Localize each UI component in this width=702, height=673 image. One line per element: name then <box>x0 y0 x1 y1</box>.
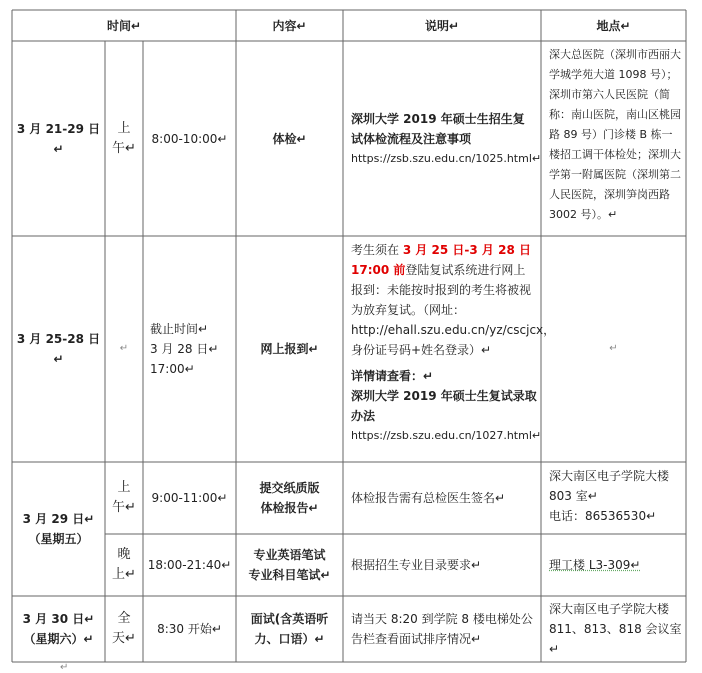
row2-description <box>351 240 556 460</box>
header-time: 时间↵ <box>106 18 142 33</box>
row1-content: 体检↵ <box>272 131 307 146</box>
row3b-place: 理工楼 L3-309↵ <box>549 558 641 572</box>
row1-desc-url[interactable]: https://zsb.szu.edu.cn/1025.html↵ <box>351 152 542 165</box>
row3a-description: 体检报告需有总检医生签名↵ <box>351 491 506 505</box>
row2-content: 网上报到↵ <box>260 342 319 356</box>
header-content: 内容↵ <box>272 18 307 33</box>
row1-period: 上 午↵ <box>112 120 136 156</box>
row2-period: ↵ <box>119 343 129 354</box>
row1-time: 8:00-10:00↵ <box>151 131 228 146</box>
row2-date: 3 月 25-28 日↵ <box>16 332 101 366</box>
row3b-period: 晚 上↵ <box>112 547 136 582</box>
row3b-time: 18:00-21:40↵ <box>147 558 232 572</box>
row4-content: 面试(含英语听 力、口语）↵ <box>250 612 329 646</box>
row3a-content: 提交纸质版 体检报告↵ <box>259 481 320 515</box>
row4-description: 请当天 8:20 到学院 8 楼电梯处公告栏查看面试排序情况↵ <box>351 612 533 646</box>
row3a-period: 上 午↵ <box>112 480 136 515</box>
row3b-content: 专业英语笔试 专业科目笔试↵ <box>248 548 331 582</box>
row2-desc-notice: 考生须在 3 月 25 日-3 月 28 日 17:00 前登陆复试系统进行网上报到：未能按时报到的考生将被视为放弃复试。（网址：http://ehall.szu.edu.cn/yz/cscjcx，身份证号码+姓名登录）↵ <box>351 243 556 357</box>
header-description: 说明↵ <box>424 18 460 33</box>
row2-desc-more: 详情请查看：↵ <box>351 369 434 383</box>
row1-date: 3 月 21-29 日↵ <box>16 121 101 156</box>
row2-place: ↵ <box>609 343 618 354</box>
row1-place: 深大总医院（深圳市西丽大学城学苑大道 1098 号）；深圳市第六人民医院（简称：南山医院，南山区桃园路 89 号）门诊楼 B 栋一楼招工调干体检处；深圳大学第一附属医院（深圳第二人民医院，深圳笋岗西路3002 号）。↵ <box>549 48 681 221</box>
row3a-place: 深大南区电子学院大楼 803 室↵ 电话：86536530↵ <box>549 469 670 523</box>
row4-period: 全 天↵ <box>112 611 136 646</box>
header-place: 地点↵ <box>596 18 631 33</box>
row2-desc-title: 深圳大学 2019 年硕士生复试录取办法 <box>351 389 537 423</box>
paragraph-mark: ↵ <box>60 662 69 673</box>
row3b-description: 根据招生专业目录要求↵ <box>351 558 482 572</box>
row3-date: 3 月 29 日↵ （星期五） <box>22 512 95 546</box>
row4-place: 深大南区电子学院大楼 811、813、818 会议室↵ <box>549 602 682 656</box>
row1-desc-title: 深圳大学 2019 年硕士生招生复试体检流程及注意事项 <box>351 112 525 146</box>
row2-desc-url[interactable]: https://zsb.szu.edu.cn/1027.html↵ <box>351 429 542 442</box>
row4-time: 8:30 开始↵ <box>157 622 222 636</box>
row4-date: 3 月 30 日↵ （星期六）↵ <box>22 612 95 646</box>
row3a-time: 9:00-11:00↵ <box>151 491 228 505</box>
row2-time: 截止时间↵ 3 月 28 日↵ 17:00↵ <box>150 322 219 376</box>
row1-description <box>351 41 542 236</box>
